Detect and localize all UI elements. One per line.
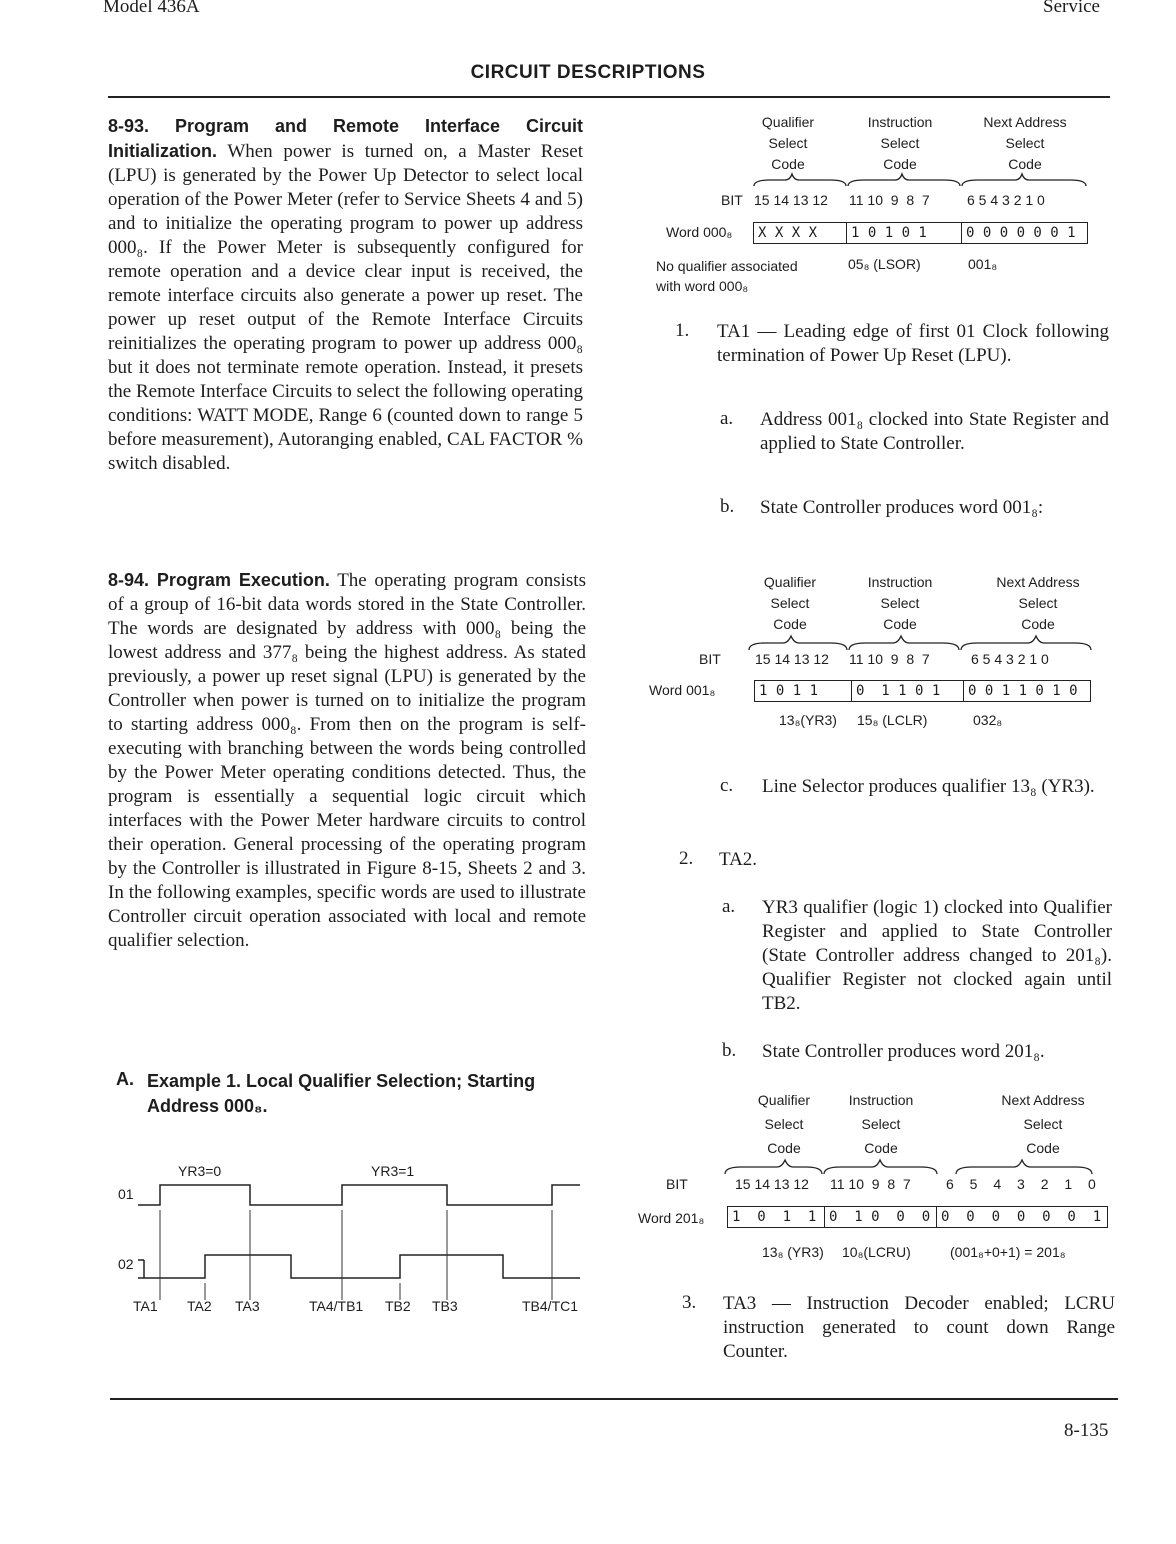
tick-ta1: TA1 [133, 1298, 158, 1314]
step-1-number: 1. [675, 320, 690, 341]
yr3-1-label: YR3=1 [371, 1163, 415, 1179]
bits-next-address: 6 5 4 3 2 1 0 [971, 651, 1049, 667]
word-000-qualifier-bits: X X X X [758, 225, 818, 241]
instruction-select-code-label: Instruction Select Code [848, 1092, 914, 1156]
qualifier-select-code-label: Qualifier Select Code [761, 114, 815, 172]
bits-next-address: 6 5 4 3 2 1 0 [967, 192, 1045, 208]
paragraph-8-93 [108, 114, 583, 476]
paragraph-8-94 [108, 568, 586, 953]
example-heading-line2: Address 000₈. [147, 1096, 268, 1116]
bit-label: BIT [666, 1176, 688, 1192]
word-001-register [754, 680, 1091, 702]
step-2b-label: b. [722, 1040, 737, 1061]
section-label: Service [1043, 0, 1100, 17]
word-201-qualifier-bits: 1 0 1 1 [732, 1209, 817, 1225]
word-201-instruction-note: 10₈(LCRU) [842, 1244, 911, 1260]
tick-ta3: TA3 [235, 1298, 260, 1314]
clock-02-label: 02 [118, 1256, 134, 1272]
footer-rule [110, 1398, 1118, 1400]
instruction-select-code-label: Instruction Select Code [867, 114, 933, 172]
paragraph-8-94-body: The operating program consists of a group of 16-bit data words stored in the State Controller. The words are designated by address with 000₈ being the lowest address and 377₈ being the highest address. As stated previously, a power up reset signal (LPU) is generated by the Controller when power is turned on to initialize the program to starting address 000₈. From then on the program is self-executing with branching between the words being controlled by the Power Meter operating conditions detected. Thus, the program is essentially a sequential logic circuit which interfaces with the Power Meter hardware circuits to control their operation. General processing of the operating program by the Controller is illustrated in Figure 8-15, Sheets 2 and 3. In the following examples, specific words are used to illustrate Controller circuit operation associated with local and remote qualifier selection. [108, 570, 586, 951]
bit-label: BIT [699, 651, 721, 667]
bits-instruction: 11 10 9 8 7 [849, 192, 930, 208]
bits-next-address: 6 5 4 3 2 1 0 [946, 1176, 1102, 1192]
word-001-instruction-bits: 0 1 1 0 1 [851, 681, 963, 701]
tick-ta4-tb1: TA4/TB1 [309, 1298, 364, 1314]
word-001-diagram [645, 572, 1105, 742]
word-201-diagram [636, 1088, 1116, 1268]
word-001-instruction-note: 15₈ (LCLR) [857, 712, 928, 728]
paragraph-8-93-body: When power is turned on, a Master Reset (LPU) is generated by the Power Up Detector to select local operation of the Power Meter (refer to Service Sheets 4 and 5) and to initialize the operating program to power up address 000₈. If the Power Meter is subsequently configured for remote operation and a device clear input is received, the remote interface circuits also generate a power up reset. The power up reset output of the Remote Interface Circuits reinitializes the operating program to power up address 000₈ but it does not terminate remote operation. Instead, it presets the Remote Interface Circuits to select the following operating conditions: WATT MODE, Range 6 (counted down to range 5 before measurement), Autoranging enabled, CAL FACTOR % switch disabled. [108, 141, 583, 474]
tick-tb3: TB3 [432, 1298, 458, 1314]
word-201-next-address-note: (001₈+0+1) = 201₈ [950, 1244, 1066, 1260]
clock-01-waveform [138, 1185, 580, 1205]
step-1b-label: b. [720, 496, 735, 517]
bits-qualifier: 15 14 13 12 [755, 651, 829, 667]
bits-qualifier: 15 14 13 12 [735, 1176, 809, 1192]
step-1-text: TA1 — Leading edge of first 01 Clock following termination of Power Up Reset (LPU). [717, 321, 1109, 366]
word-201-register [727, 1206, 1108, 1228]
word-000-qualifier-note: No qualifier associated with word 000₈ [656, 258, 798, 294]
bits-qualifier: 15 14 13 12 [754, 192, 828, 208]
paragraph-8-93-heading: 8-93. Program and Remote Interface Circuit Initialization. [108, 116, 583, 161]
instruction-select-code-label: Instruction Select Code [867, 574, 933, 632]
step-2-text: TA2. [719, 849, 758, 870]
example-heading [147, 1069, 535, 1119]
qualifier-select-code-label: Qualifier Select Code [757, 1092, 811, 1156]
step-3-number: 3. [682, 1292, 697, 1313]
timing-diagram [110, 1155, 590, 1325]
word-201-instruction-bits: 0 1 0 0 0 [824, 1207, 936, 1227]
header-rule [108, 96, 1110, 98]
step-2-number: 2. [679, 848, 694, 869]
word-201-qualifier-note: 13₈ (YR3) [762, 1244, 824, 1260]
word-000-next-address-bits: 0 0 0 0 0 0 1 [961, 223, 1087, 243]
step-1b-text: State Controller produces word 001₈: [760, 497, 1044, 518]
word-000-label: Word 000₈ [666, 224, 733, 240]
model-label: Model 436A [103, 0, 200, 17]
step-2a-text: YR3 qualifier (logic 1) clocked into Qualifier Register and applied to State Controller (State Controller address changed to 201₈). Qualifier Register not clocked again until TB2. [762, 897, 1112, 1014]
word-000-next-address-note: 001₈ [968, 256, 998, 272]
field-braces [636, 1158, 1116, 1178]
bits-instruction: 11 10 9 8 7 [830, 1176, 911, 1192]
word-201-label: Word 201₈ [638, 1210, 705, 1226]
tick-tb4-tc1: TB4/TC1 [522, 1298, 579, 1314]
example-heading-line1: Example 1. Local Qualifier Selection; Starting [147, 1071, 536, 1091]
word-001-next-address-bits: 0 0 1 1 0 1 0 [963, 681, 1090, 701]
word-001-label: Word 001₈ [649, 682, 716, 698]
clock-01-label: 01 [118, 1186, 134, 1202]
next-address-select-code-label: Next Address Select Code [996, 574, 1080, 632]
qualifier-select-code-label: Qualifier Select Code [763, 574, 817, 632]
step-1a-label: a. [720, 408, 734, 429]
step-1c-text: Line Selector produces qualifier 13₈ (YR3). [762, 776, 1095, 797]
field-braces [650, 172, 1110, 192]
word-000-instruction-note: 05₈ (LSOR) [848, 256, 921, 272]
bit-label: BIT [721, 192, 743, 208]
timing-waveforms [110, 1155, 590, 1300]
step-3-text: TA3 — Instruction Decoder enabled; LCRU instruction generated to count down Range Counter. [723, 1293, 1115, 1362]
next-address-select-code-label: Next Address Select Code [983, 114, 1067, 172]
word-000-diagram [650, 112, 1110, 302]
word-001-qualifier-note: 13₈(YR3) [779, 712, 837, 728]
page-title: CIRCUIT DESCRIPTIONS [470, 62, 706, 83]
clock-02-waveform [138, 1255, 580, 1278]
word-001-next-address-note: 032₈ [973, 712, 1003, 728]
tick-ta2: TA2 [187, 1298, 212, 1314]
bits-instruction: 11 10 9 8 7 [849, 651, 930, 667]
word-000-register [753, 222, 1088, 244]
step-2a-label: a. [722, 896, 736, 917]
step-1a-text: Address 001₈ clocked into State Register and applied to State Controller. [760, 409, 1109, 454]
step-2b-text: State Controller produces word 201₈. [762, 1041, 1045, 1062]
word-201-next-address-bits: 0 0 0 0 0 0 1 [936, 1207, 1107, 1227]
yr3-0-label: YR3=0 [178, 1163, 222, 1179]
example-letter: A. [116, 1069, 134, 1089]
page-number: 8-135 [1064, 1420, 1109, 1441]
word-000-instruction-bits: 1 0 1 0 1 [846, 223, 961, 243]
tick-tb2: TB2 [385, 1298, 411, 1314]
step-1c-label: c. [720, 775, 734, 796]
next-address-select-code-label: Next Address Select Code [1001, 1092, 1085, 1156]
paragraph-8-94-heading: 8-94. Program Execution. [108, 570, 330, 590]
word-001-qualifier-bits: 1 0 1 1 [759, 683, 819, 699]
